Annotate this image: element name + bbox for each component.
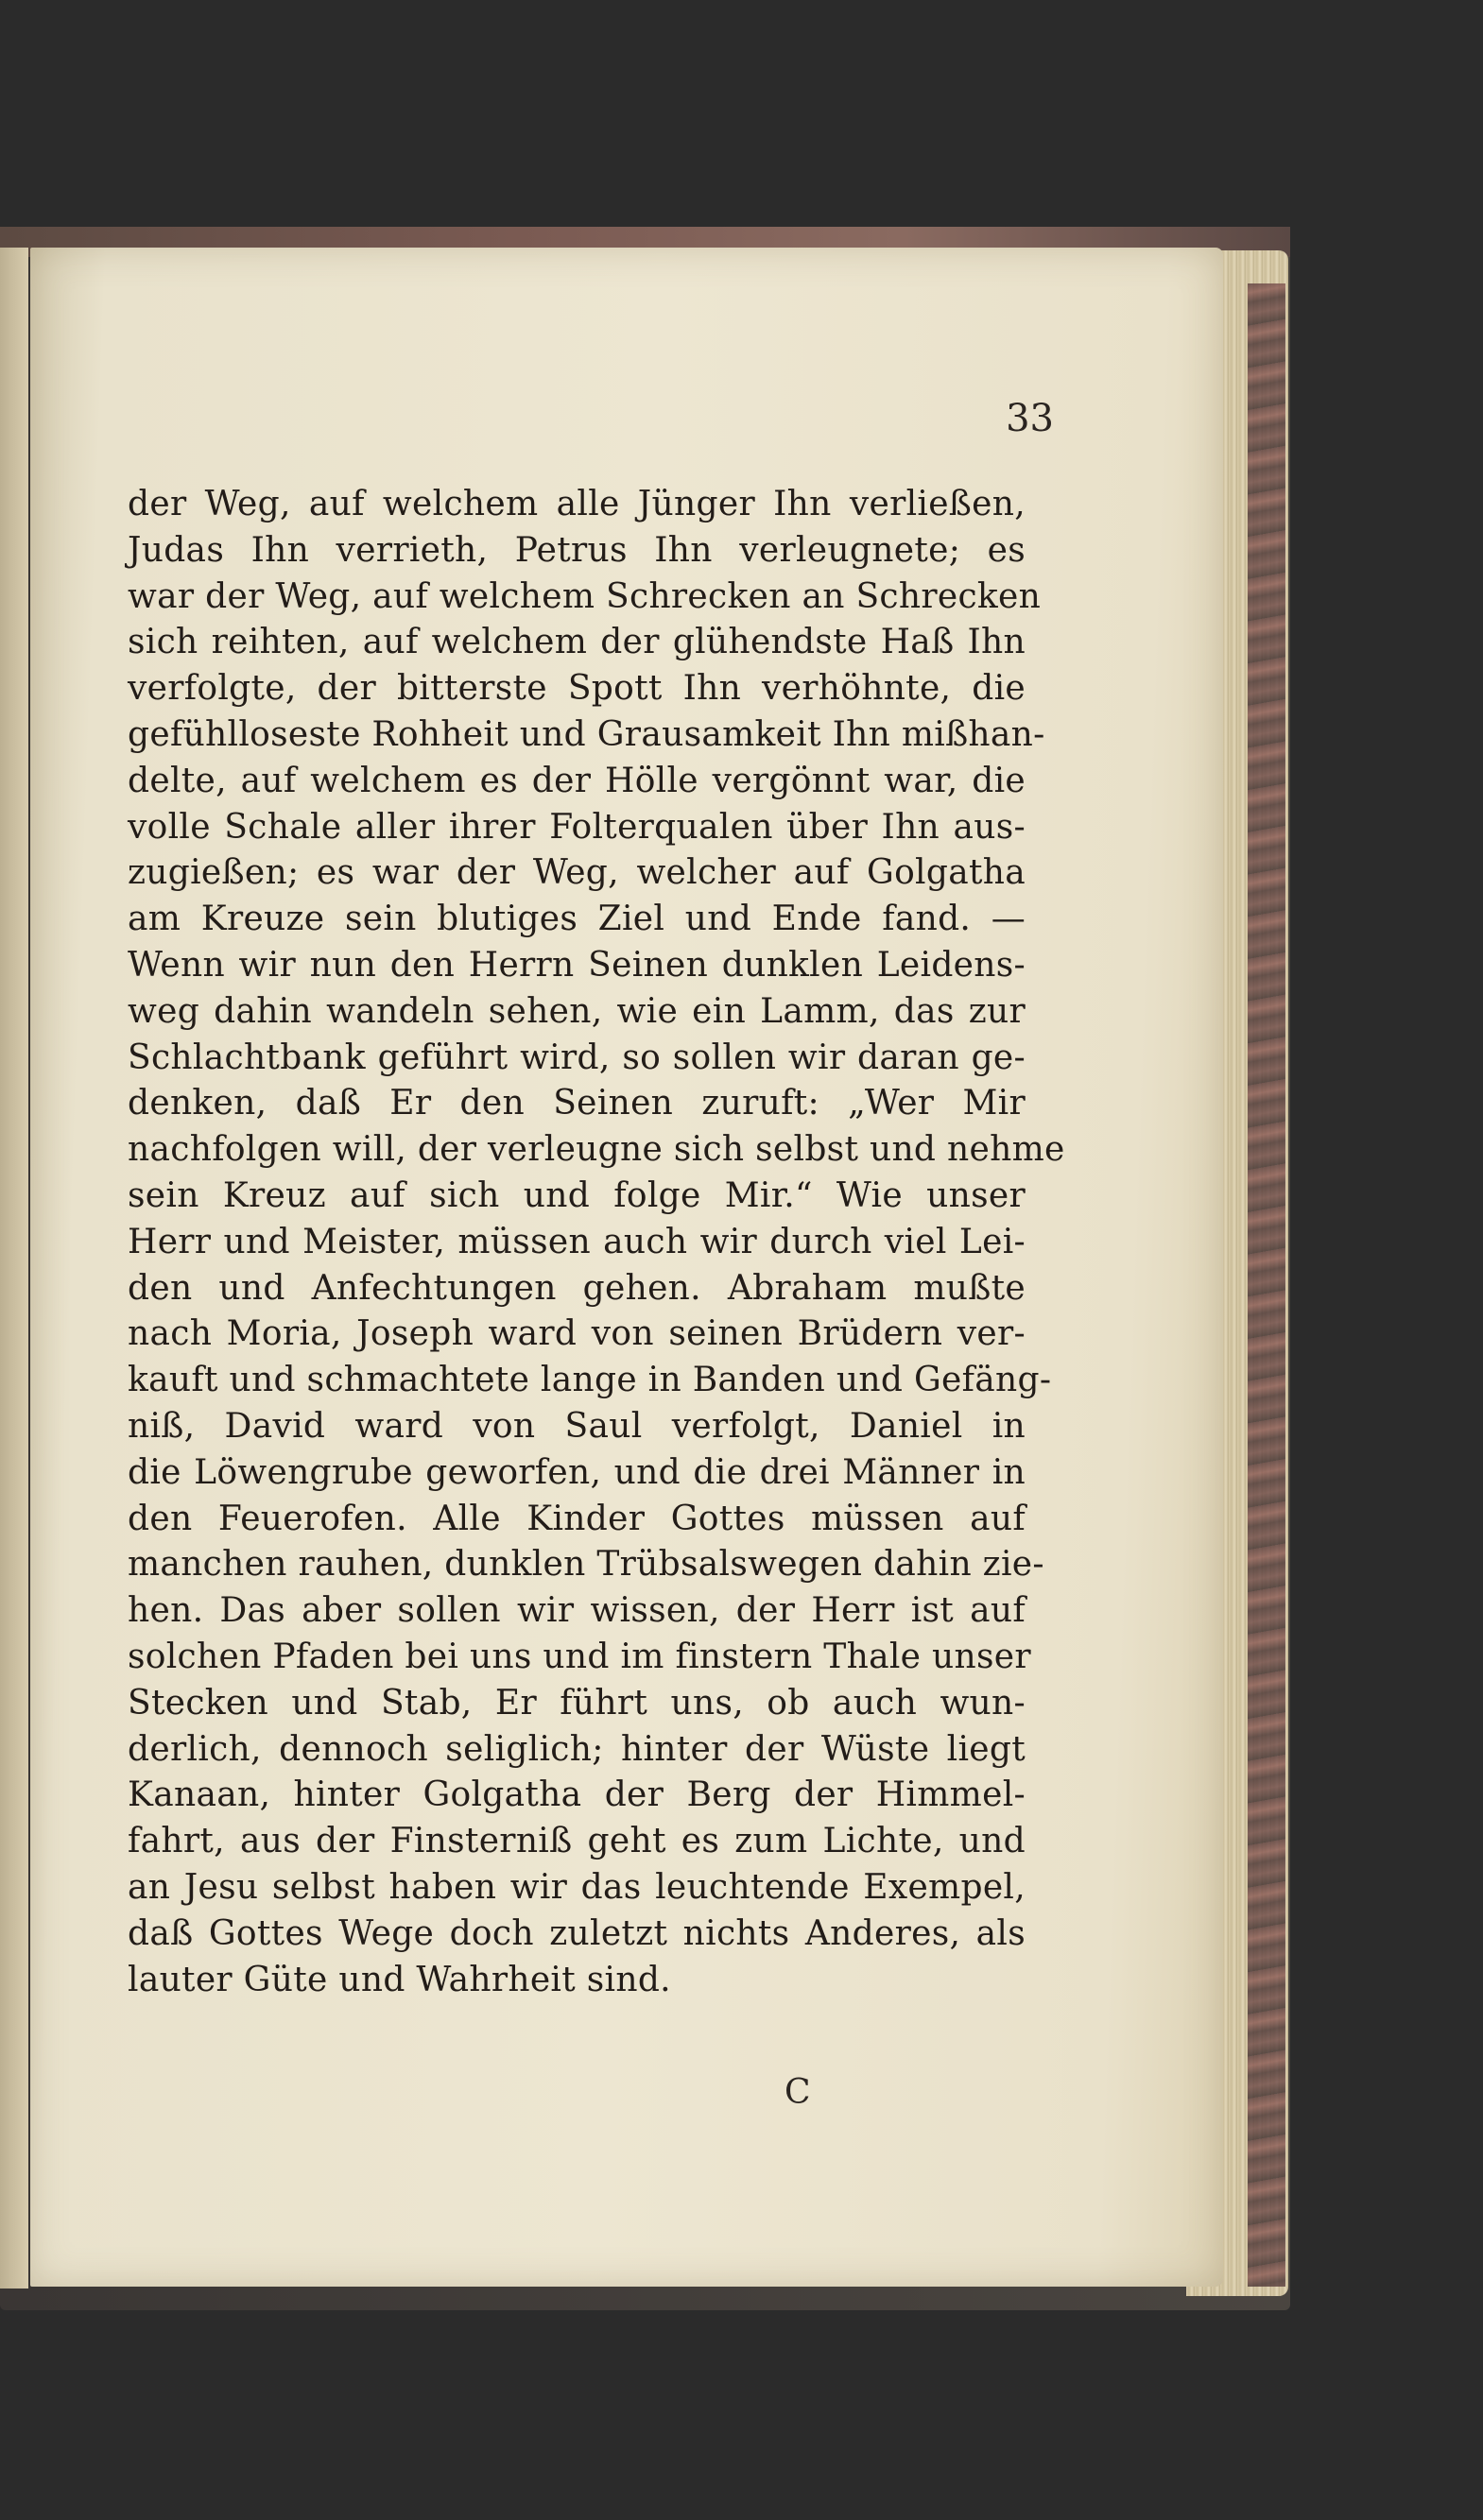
text-line: daß Gottes Wege doch zuletzt nichts Anderes, als <box>128 1913 1026 1953</box>
marbled-cover-edge <box>1248 283 1285 2287</box>
text-line: kauft und schmachtete lange in Banden und Gefäng- <box>128 1361 1052 1400</box>
text-line: Judas Ihn verrieth, Petrus Ihn verleugnete; es <box>128 530 1026 570</box>
text-line: an Jesu selbst haben wir das leuchtende Exempel, <box>128 1867 1026 1907</box>
text-line: Kanaan, hinter Golgatha der Berg der Himmel- <box>128 1775 1026 1815</box>
text-line: am Kreuze sein blutiges Ziel und Ende fand. — <box>128 900 1026 939</box>
page-number: 33 <box>1006 397 1054 440</box>
text-line: der Weg, auf welchem alle Jünger Ihn verließen, <box>128 485 1026 523</box>
text-line: gefühlloseste Rohheit und Grausamkeit Ihn mißhan- <box>128 714 1045 754</box>
text-line: weg dahin wandeln sehen, wie ein Lamm, das zur <box>128 991 1026 1031</box>
text-line: delte, auf welchem es der Hölle vergönnt war, die <box>128 761 1026 800</box>
text-line: sein Kreuz auf sich und folge Mir.“ Wie unser <box>128 1175 1026 1215</box>
text-line: sich reihten, auf welchem der glühendste Haß Ihn <box>128 623 1026 662</box>
text-line: verfolgte, der bitterste Spott Ihn verhöhnte, die <box>128 669 1026 709</box>
body-text <box>128 482 1065 2003</box>
text-line: nach Moria, Joseph ward von seinen Brüdern ver- <box>128 1314 1026 1354</box>
text-line: zugießen; es war der Weg, welcher auf Golgatha <box>128 853 1026 893</box>
text-line: den Feuerofen. Alle Kinder Gottes müssen auf <box>128 1499 1026 1538</box>
text-line: lauter Güte und Wahrheit sind. <box>128 1960 671 1999</box>
text-line: Wenn wir nun den Herrn Seinen dunklen Leidens- <box>128 945 1026 985</box>
text-line: Herr und Meister, müssen auch wir durch viel Lei- <box>128 1222 1026 1261</box>
text-line: nachfolgen will, der verleugne sich selbst und nehme <box>128 1130 1065 1170</box>
text-line: fahrt, aus der Finsterniß geht es zum Lichte, und <box>128 1822 1026 1861</box>
text-line: die Löwengrube geworfen, und die drei Männer in <box>128 1452 1026 1492</box>
left-page-edge <box>0 248 28 2289</box>
text-line: volle Schale aller ihrer Folterqualen über Ihn aus- <box>128 807 1026 847</box>
signature-mark: C <box>785 2073 811 2112</box>
text-line: Schlachtbank geführt wird, so sollen wir daran ge- <box>128 1037 1026 1077</box>
text-line: hen. Das aber sollen wir wissen, der Herr ist auf <box>128 1591 1026 1631</box>
text-line: war der Weg, auf welchem Schrecken an Schrecken <box>128 576 1042 616</box>
text-line: den und Anfechtungen gehen. Abraham mußte <box>128 1268 1026 1308</box>
text-line: solchen Pfaden bei uns und im finstern Thale unser <box>128 1637 1031 1676</box>
text-line: derlich, dennoch seliglich; hinter der Wüste liegt <box>128 1729 1026 1769</box>
text-line: manchen rauhen, dunklen Trübsalswegen dahin zie- <box>128 1545 1044 1585</box>
text-line: niß, David ward von Saul verfolgt, Daniel in <box>128 1406 1026 1446</box>
text-line: Stecken und Stab, Er führt uns, ob auch wun- <box>128 1683 1026 1723</box>
text-line: denken, daß Er den Seinen zuruft: „Wer Mir <box>128 1084 1026 1123</box>
